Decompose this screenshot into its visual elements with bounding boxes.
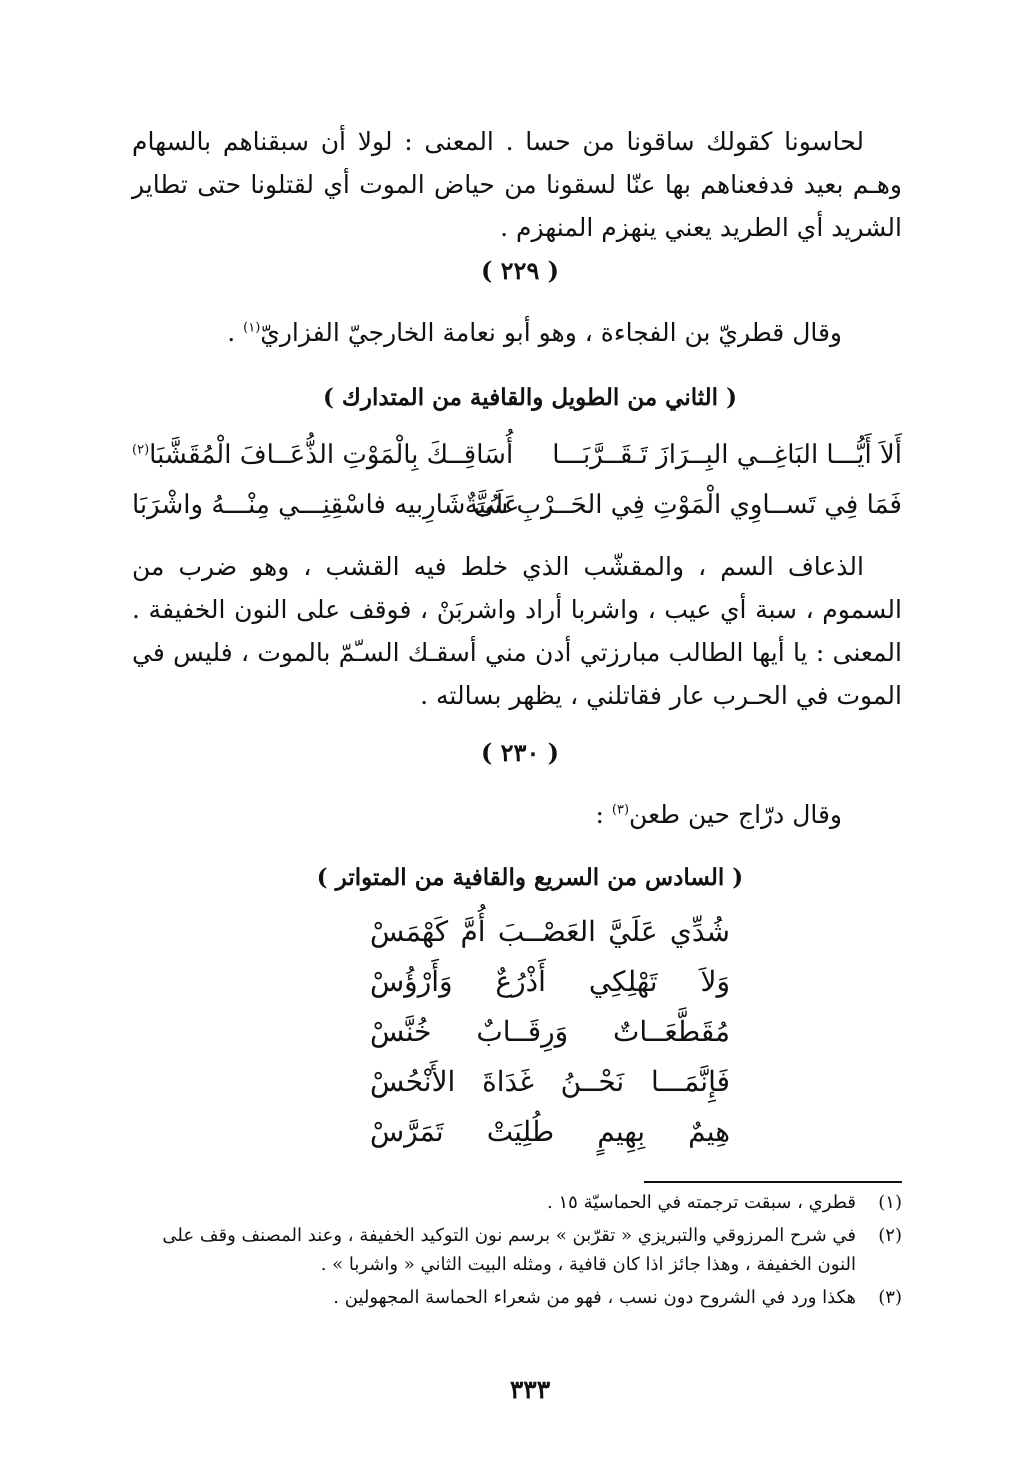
footnote-item <box>132 1283 902 1312</box>
rajaz-line: فَإِنَّمَـــا نَحْــنُ غَدَاةَ الأَنْحُسْ <box>370 1065 730 1098</box>
footnote-number: (٢) <box>878 1225 902 1246</box>
meter-label-230: ( السادس من السريع والقافية من المتواتر ) <box>316 864 744 891</box>
verse-first-hemistich: فَمَا فِي تَســاوِي الْمَوْتِ فِي الحَــرْبِ سُبَّةٌ <box>464 490 902 520</box>
footnote-ref-1: (١) <box>243 320 261 336</box>
intro-text: وقال قطريّ بن الفجاءة ، وهو أبو نعامة الخارجيّ الفزاريّ <box>260 318 842 347</box>
verse-line <box>132 440 902 484</box>
footnote-number: (٣) <box>878 1287 902 1308</box>
rajaz-line: هِيمٌ بِهِيمٍ طُلِيَتْ تَمَرَّسْ <box>370 1115 730 1148</box>
poem-intro-230 <box>596 800 842 829</box>
intro-end: : <box>595 800 612 829</box>
intro-text: وقال درّاج حين طعن <box>629 800 842 829</box>
prose-paragraph: لحاسونا كقولك ساقونا من حسا . المعنى : لولا أن سبقناهم بالسهام وهـم بعيد فدفعناهم بها عنّا لسقونا من حياض الموت أي لقتلونا حتى تطاير الشريد أي الطريد يعني ينهزم المنهزم . <box>132 127 902 242</box>
poem-number-230: ( ٢٣٠ ) <box>480 738 560 767</box>
footnote-text: قطري ، سبقت ترجمته في الحماسيّة ١٥ . <box>547 1192 856 1213</box>
commentary-paragraph: الذعاف السم ، والمقشّب الذي خلط فيه القشب ، وهو ضرب من السموم ، سبة أي عيب ، واشربا أراد واشربَنْ ، فوقف على النون الخفيفة . المعنى : يا أيها الطالب مبارزتي أدن مني أسقـك السـّمّ بالموت ، فليس في الموت في الحـرب عار فقاتلني ، يظهر بسالته . <box>132 552 902 710</box>
rajaz-line: مُقَطَّعَــاتٌ وَرِقَــابٌ خُنَّسْ <box>370 1015 730 1048</box>
footnotes <box>132 1188 902 1316</box>
intro-end: . <box>227 318 244 347</box>
footnote-item <box>132 1188 902 1217</box>
rajaz-line: شُدِّي عَلَيَّ العَصْــبَ أُمَّ كَهْمَسْ <box>370 915 730 948</box>
footnote-divider <box>644 1181 902 1183</box>
verse-line <box>132 490 902 534</box>
page-number: ٣٣٣ <box>509 1375 551 1404</box>
verse-first-hemistich: أَلاَ أَيُّـــا البَاغِــي البِــرَازَ تَـقَــرَّبَـــا <box>552 440 902 470</box>
footnote-number: (١) <box>878 1192 902 1213</box>
commentary-229 <box>132 545 902 717</box>
footnote-ref-2: (٢) <box>132 442 150 458</box>
poem-intro-229 <box>227 318 842 347</box>
meter-label-229: ( الثاني من الطويل والقافية من المتدارك ) <box>323 384 737 411</box>
verse-second-hemistich: عَلَىَ شَارِبيه فاسْقِنِـــي مِنْـــهُ واشْرَبَا <box>132 490 520 520</box>
poem-number-229: ( ٢٢٩ ) <box>480 256 560 285</box>
footnote-ref-3: (٣) <box>611 802 630 818</box>
prose-top <box>132 120 902 249</box>
footnote-text: هكذا ورد في الشروح دون نسب ، فهو من شعراء الحماسة المجهولين . <box>333 1287 856 1308</box>
footnote-text: في شرح المرزوقي والتبريزي « تقرّبن » برسم نون التوكيد الخفيفة ، وعند المصنف وقف على النون الخفيفة ، وهذا جائز اذا كان قافية ، ومثله البيت الثاني « واشربا » . <box>162 1225 856 1275</box>
hemistich-text: أُسَاقِــكَ بِالْمَوْتِ الذُّعَــافَ الْمُقَشَّبَا <box>149 440 514 470</box>
rajaz-verses <box>370 908 730 1158</box>
rajaz-line: وَلاَ تَهْلِكِي أَذْرُعٌ وَأَرْؤُسْ <box>370 965 730 998</box>
verse-second-hemistich <box>132 440 513 470</box>
footnote-item <box>132 1221 902 1279</box>
